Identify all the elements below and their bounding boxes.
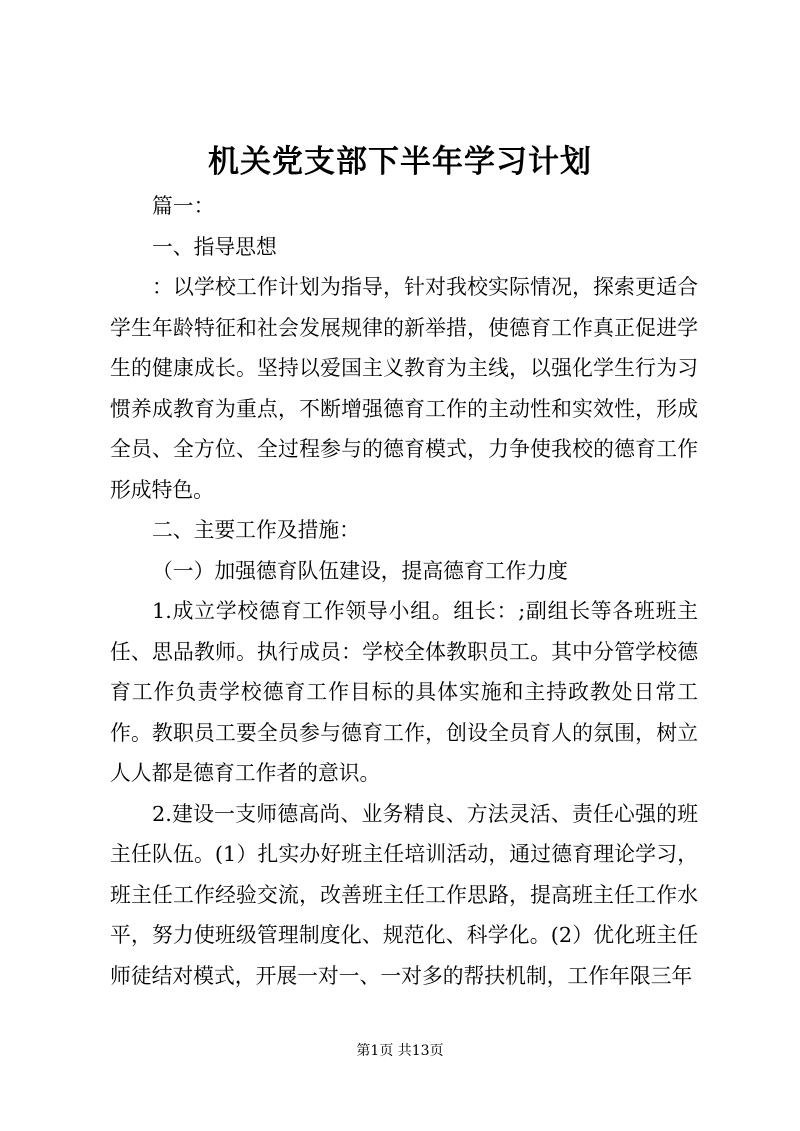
page-number-footer: 第1页 共13页 [356, 1043, 444, 1059]
paragraph-head-teacher-team: 2.建设一支师德高尚、业务精良、方法灵活、责任心强的班主任队伍。(1）扎实办好班主任培训活动，通过德育理论学习，班主任工作经验交流，改善班主任工作思路，提高班主任工作水平，努力使班级管理制度化、规范化、科学化。(2）优化班主任师徒结对模式，开展一对一、一对多的帮扶机制，工作年限三年 [110, 801, 698, 988]
document-body [110, 186, 698, 996]
heading-guiding-thought: 一、指导思想 [152, 234, 277, 259]
subheading-team-building: （一）加强德育队伍建设，提高德育工作力度 [152, 558, 568, 583]
section-label: 篇一： [152, 194, 215, 218]
heading-main-work: 二、主要工作及措施： [152, 518, 360, 542]
document-title: 机关党支部下半年学习计划 [208, 144, 592, 180]
paragraph-guiding-thought: ：以学校工作计划为指导，针对我校实际情况，探索更适合学生年龄特征和社会发展规律的新举措，使德育工作真正促进学生的健康成长。坚持以爱国主义教育为主线，以强化学生行为习惯养成教育为重点，不断增强德育工作的主动性和实效性，形成全员、全方位、全过程参与的德育模式，力争使我校的德育工作形成特色。 [110, 275, 698, 502]
paragraph-leadership-group: 1.成立学校德育工作领导小组。组长：;副组长等各班班主任、思品教师。执行成员：学校全体教职员工。其中分管学校德育工作负责学校德育工作目标的具体实施和主持政教处日常工作。教职员工要全员参与德育工作，创设全员育人的氛围，树立人人都是德育工作者的意识。 [110, 599, 698, 785]
